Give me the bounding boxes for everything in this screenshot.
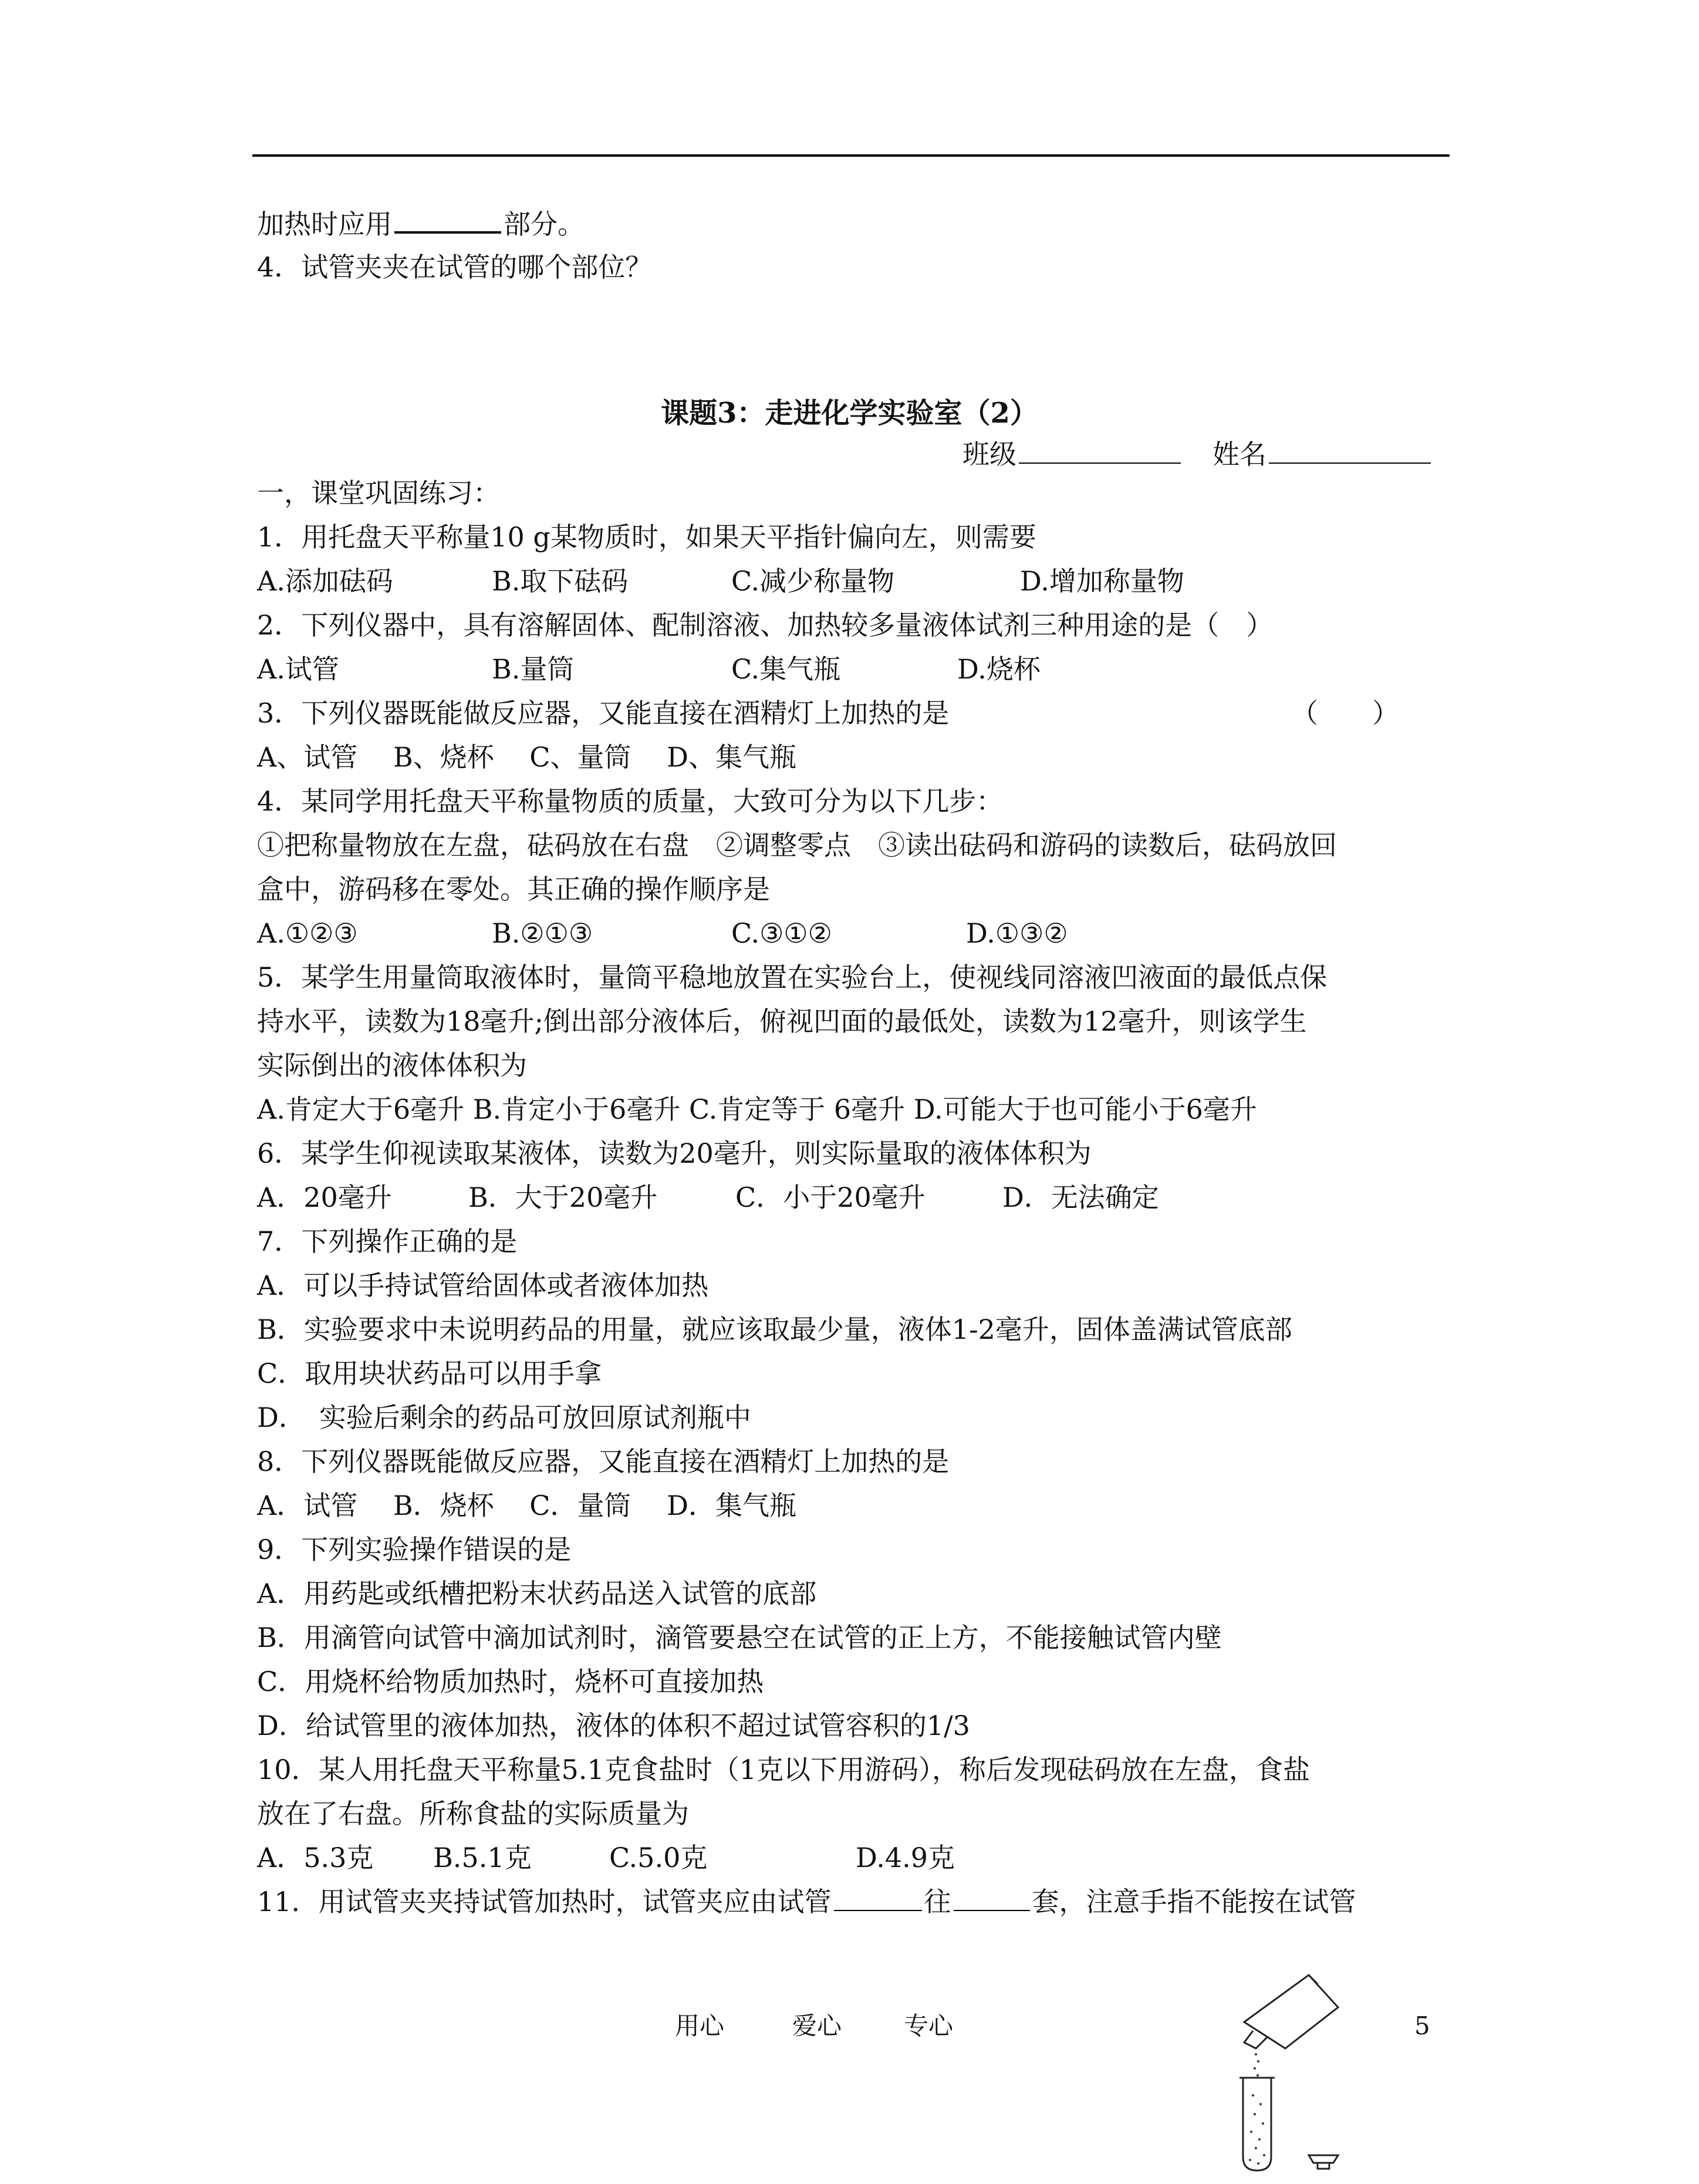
q1-option-c: C.减少称量物	[731, 565, 895, 597]
page-number: 5	[1414, 2011, 1430, 2040]
q11-blank-2	[954, 1884, 1030, 1911]
q6-option-c: C．小于20毫升	[735, 1182, 926, 1213]
q1-option-d: D.增加称量物	[1020, 565, 1184, 597]
q5-line-1: 5．某学生用量筒取液体时，量筒平稳地放置在实验台上，使视线同溶液凹液面的最低点保	[257, 961, 1328, 993]
q10-option-c: C.5.0克	[609, 1842, 708, 1874]
q1-options	[257, 563, 1184, 599]
q3-answer-paren: （ ）	[1291, 697, 1399, 729]
q1-option-a: A.添加砝码	[257, 565, 393, 597]
q4-stem: 4．某同学用托盘天平称量物质的质量，大致可分为以下几步：	[257, 785, 1004, 817]
q3-options: A、试管 B、烧杯 C、量筒 D、集气瓶	[257, 741, 796, 773]
q5-line-2: 持水平，读数为18毫升;倒出部分液体后，俯视凹面的最低处，读数为12毫升，则该学生	[257, 1005, 1307, 1037]
q4-option-b: B.②①③	[492, 917, 593, 949]
q11-line	[257, 1884, 1356, 1919]
q9-option-b: B．用滴管向试管中滴加试剂时，滴管要悬空在试管的正上方，不能接触试管内壁	[257, 1622, 1222, 1653]
top-line-1	[257, 205, 585, 242]
answer-blank	[394, 205, 501, 234]
q10-option-d: D.4.9克	[856, 1842, 955, 1874]
section-heading: 一，课堂巩固练习：	[257, 477, 500, 509]
q9-stem: 9．下列实验操作错误的是	[257, 1534, 572, 1565]
q9-option-c: C．用烧杯给物质加热时，烧杯可直接加热	[257, 1666, 764, 1697]
name-label: 姓名	[1212, 438, 1266, 470]
q2-stem: 2．下列仪器中，具有溶解固体、配制溶液、加热较多量液体试剂三种用途的是（ ）	[257, 609, 1274, 641]
test-tube-powder-illustration	[1221, 1960, 1350, 2178]
q11-blank-1	[834, 1884, 922, 1911]
q7-stem: 7．下列操作正确的是	[257, 1226, 518, 1257]
q10-option-a: A．5.3克	[257, 1842, 374, 1874]
q3-stem: 3．下列仪器既能做反应器，又能直接在酒精灯上加热的是	[257, 697, 950, 729]
q6-options	[257, 1180, 1159, 1215]
footer-motto-2: 爱心	[792, 2011, 842, 2040]
q7-option-b: B．实验要求中未说明药品的用量，就应该取最少量，液体1-2毫升，固体盖满试管底部	[257, 1314, 1292, 1345]
q7-option-a: A．可以手持试管给固体或者液体加热	[257, 1270, 709, 1301]
q4-option-a: A.①②③	[257, 917, 358, 949]
q1-option-b: B.取下砝码	[492, 565, 629, 597]
q11-post: 套，注意手指不能按在试管	[1032, 1886, 1356, 1918]
q6-stem: 6．某学生仰视读取某液体，读数为20毫升，则实际量取的液体体积为	[257, 1137, 1092, 1169]
q2-option-d: D.烧杯	[957, 653, 1041, 685]
class-label: 班级	[962, 438, 1016, 470]
q2-option-a: A.试管	[257, 653, 339, 685]
q10-options	[257, 1840, 955, 1875]
q6-option-b: B．大于20毫升	[468, 1182, 658, 1213]
q6-option-d: D．无法确定	[1002, 1182, 1159, 1213]
q5-line-3: 实际倒出的液体体积为	[257, 1049, 527, 1081]
class-name-line	[962, 437, 1433, 472]
q11-mid: 往	[924, 1886, 951, 1918]
q11-pre: 11．用试管夹夹持试管加热时，试管夹应由试管	[257, 1886, 832, 1918]
q8-options: A．试管 B．烧杯 C．量筒 D．集气瓶	[257, 1490, 796, 1521]
q4-line-3: 盒中，游码移在零处。其正确的操作顺序是	[257, 873, 770, 905]
name-blank	[1269, 437, 1431, 464]
q9-option-d: D．给试管里的液体加热，液体的体积不超过试管容积的1/3	[257, 1710, 970, 1741]
q7-option-c: C．取用块状药品可以用手拿	[257, 1358, 602, 1389]
question-4-prev: 4．试管夹夹在试管的哪个部位？	[257, 251, 653, 283]
q2-option-c: C.集气瓶	[731, 653, 841, 685]
q7-option-d: D． 实验后剩余的药品可放回原试剂瓶中	[257, 1402, 751, 1433]
q5-options: A.肯定大于6毫升 B.肯定小于6毫升 C.肯定等于 6毫升 D.可能大于也可能小于6毫升	[257, 1093, 1257, 1125]
footer-motto-1: 用心	[675, 2011, 725, 2040]
q4-options	[257, 916, 1068, 951]
q4-line-2: ①把称量物放在左盘，砝码放在右盘 ②调整零点 ③读出砝码和游码的读数后，砝码放回	[257, 829, 1337, 861]
q1-stem: 1．用托盘天平称量10 g某物质时，如果天平指针偏向左，则需要	[257, 521, 1036, 553]
q4-option-d: D.①③②	[966, 917, 1068, 949]
q9-option-a: A．用药匙或纸槽把粉末状药品送入试管的底部	[257, 1578, 817, 1609]
top-line-1-pre: 加热时应用	[257, 208, 392, 240]
q8-stem: 8．下列仪器既能做反应器，又能直接在酒精灯上加热的是	[257, 1446, 950, 1477]
q10-line-1: 10．某人用托盘天平称量5.1克食盐时（1克以下用游码），称后发现砝码放在左盘，食盐	[257, 1754, 1310, 1785]
q2-option-b: B.量筒	[492, 653, 575, 685]
top-line-1-post: 部分。	[504, 208, 585, 240]
class-blank	[1019, 437, 1181, 464]
footer-motto-3: 专心	[904, 2011, 954, 2040]
q2-options	[257, 652, 1041, 687]
q10-option-b: B.5.1克	[433, 1842, 532, 1874]
lesson-title: 课题3：走进化学实验室（2）	[661, 397, 1038, 430]
q10-line-2: 放在了右盘。所称食盐的实际质量为	[257, 1798, 689, 1829]
q4-option-c: C.③①②	[731, 917, 832, 949]
q6-option-a: A．20毫升	[257, 1182, 392, 1213]
header-rule	[252, 154, 1450, 157]
